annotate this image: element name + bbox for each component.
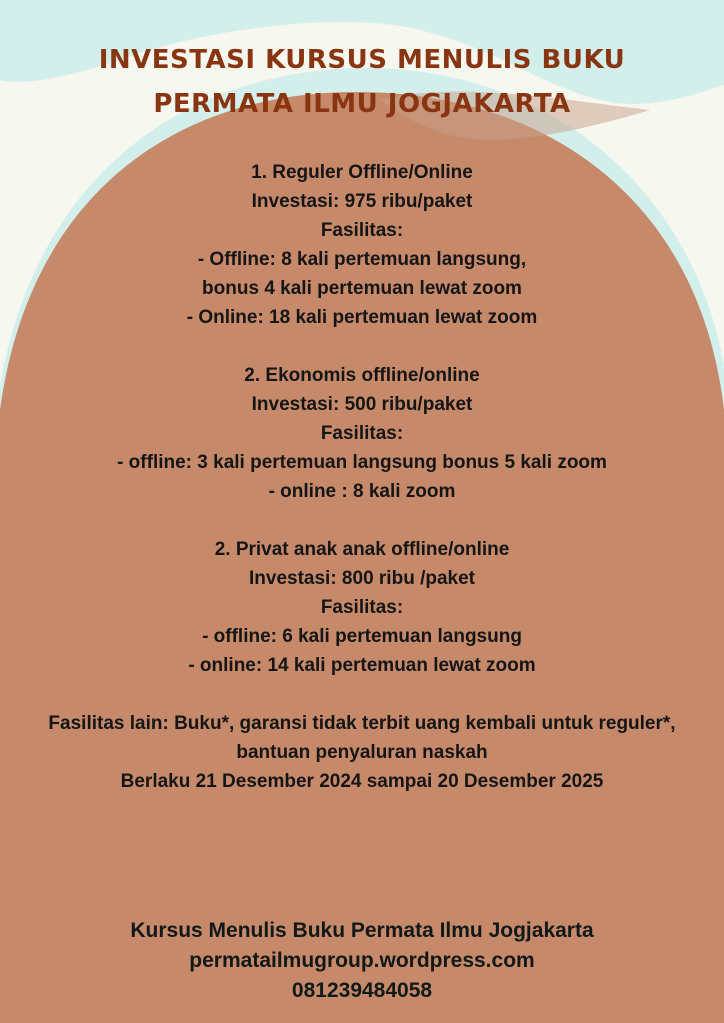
facility-item: - Online: 18 kali pertemuan lewat zoom <box>186 307 538 328</box>
package-2 <box>0 361 724 506</box>
packages-list <box>0 158 724 796</box>
footer-organization: Kursus Menulis Buku Permata Ilmu Jogjakarta <box>130 919 594 942</box>
other-facilities-line-1: Fasilitas lain: Buku*, garansi tidak terbit uang kembali untuk reguler*, <box>48 713 676 734</box>
other-facilities-line-2: bantuan penyaluran naskah <box>236 742 488 763</box>
package-3 <box>0 535 724 680</box>
package-name: 2. Privat anak anak offline/online <box>214 539 510 560</box>
package-price: Investasi: 975 ribu/paket <box>251 191 473 212</box>
validity-period: Berlaku 21 Desember 2024 sampai 20 Desember 2025 <box>120 771 604 792</box>
title-line-2: PERMATA ILMU JOGJAKARTA <box>153 89 571 119</box>
other-facilities <box>0 709 724 796</box>
package-name: 2. Ekonomis offline/online <box>244 365 480 386</box>
facilities-label: Fasilitas: <box>320 597 404 618</box>
package-price: Investasi: 500 ribu/paket <box>251 394 473 415</box>
package-price: Investasi: 800 ribu /paket <box>249 568 475 589</box>
package-name: 1. Reguler Offline/Online <box>251 162 473 183</box>
facility-item: - online: 14 kali pertemuan lewat zoom <box>188 655 536 676</box>
facilities-label: Fasilitas: <box>320 220 404 241</box>
page-title <box>0 38 724 126</box>
facility-item: - Offline: 8 kali pertemuan langsung, <box>197 249 527 270</box>
footer-website: permatailmugroup.wordpress.com <box>189 949 535 972</box>
title-line-1: INVESTASI KURSUS MENULIS BUKU <box>98 45 626 75</box>
facility-item: - offline: 6 kali pertemuan langsung <box>202 626 522 647</box>
facility-item: - offline: 3 kali pertemuan langsung bonus 5 kali zoom <box>117 452 607 473</box>
package-1 <box>0 158 724 332</box>
facility-item: bonus 4 kali pertemuan lewat zoom <box>202 278 522 299</box>
facilities-label: Fasilitas: <box>320 423 404 444</box>
facility-item: - online : 8 kali zoom <box>268 481 456 502</box>
footer-phone: 081239484058 <box>291 979 433 1002</box>
footer-contact <box>0 916 724 1006</box>
